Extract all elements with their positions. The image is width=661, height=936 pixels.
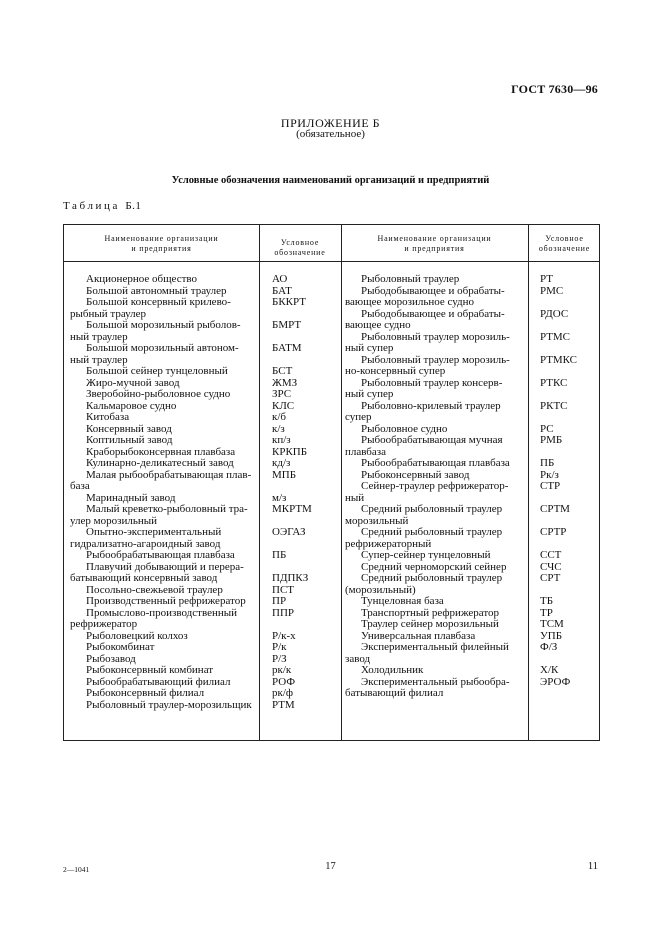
organization-abbreviation: РТКС bbox=[540, 376, 568, 389]
table-row bbox=[70, 642, 332, 654]
organization-name: рыбный траулер bbox=[70, 307, 147, 320]
table-row bbox=[70, 596, 332, 608]
document-title: Условные обозначения наименований организаций и предприятий bbox=[171, 175, 490, 186]
organization-name: Посольно-свежьевой траулер bbox=[86, 583, 223, 596]
organization-abbreviation: ПР bbox=[272, 595, 287, 607]
organization-name: Траулер сейнер морозильный bbox=[361, 618, 499, 630]
table-row bbox=[345, 320, 595, 332]
organization-abbreviation: РС bbox=[540, 422, 554, 435]
table-row bbox=[70, 343, 332, 355]
organization-name: Рыболовный траулер морозиль- bbox=[361, 353, 510, 366]
table-row bbox=[70, 700, 332, 712]
organization-abbreviation: к/з bbox=[272, 422, 285, 435]
organization-name: Промыслово-производственный bbox=[86, 606, 238, 619]
table-row bbox=[70, 688, 332, 700]
organization-abbreviation: РМБ bbox=[540, 434, 563, 446]
organization-name: Малая рыбообрабатывающая плав- bbox=[86, 468, 252, 481]
organization-name: Тунцеловная база bbox=[361, 595, 444, 607]
organization-name: морозильный bbox=[345, 514, 409, 527]
table-row bbox=[345, 274, 595, 286]
organization-abbreviation: Р/к-х bbox=[272, 629, 296, 642]
organization-name: Большой автономный траулер bbox=[86, 284, 227, 297]
organization-name: ный супер bbox=[345, 342, 394, 354]
organization-name: Холодильник bbox=[361, 664, 424, 676]
organization-abbreviation: ТБ bbox=[540, 595, 554, 607]
organization-abbreviation: РТМ bbox=[272, 698, 295, 711]
table-label bbox=[63, 200, 141, 212]
table-row bbox=[345, 481, 595, 493]
table-row bbox=[70, 619, 332, 631]
organization-name: Рыболовный траулер bbox=[361, 273, 460, 285]
table-row bbox=[70, 527, 332, 539]
header-abbr-left: Условное обозначение bbox=[274, 238, 326, 257]
organization-name: Рыбодобывающее и обрабаты- bbox=[361, 307, 505, 320]
footer-sheet-number: 11 bbox=[587, 861, 598, 872]
organization-abbreviation: Р/З bbox=[272, 652, 287, 665]
table-row bbox=[70, 320, 332, 332]
table-row bbox=[345, 435, 595, 447]
organization-name: Рыбоконсервный филиал bbox=[86, 687, 205, 699]
table-row bbox=[345, 504, 595, 516]
table-row bbox=[70, 297, 332, 309]
organization-name: Сейнер-траулер рефрижератор- bbox=[361, 480, 509, 492]
organization-abbreviation: кд/з bbox=[272, 457, 291, 469]
organization-name: ный bbox=[345, 491, 365, 504]
appendix-title: ПРИЛОЖЕНИЕ Б bbox=[280, 116, 381, 130]
organization-name: Средний черноморский сейнер bbox=[361, 560, 507, 573]
table-row bbox=[345, 389, 595, 401]
organization-abbreviation: БМРТ bbox=[272, 319, 302, 331]
organization-abbreviation: МПБ bbox=[272, 468, 297, 481]
organization-abbreviation: ПСТ bbox=[272, 583, 294, 596]
organization-name: Рыбообрабатывающая плавбаза bbox=[361, 457, 510, 469]
organization-name: Китобаза bbox=[86, 411, 130, 423]
organization-name: Жиро-мучной завод bbox=[86, 376, 180, 389]
organization-name: Кулинарно-деликатесный завод bbox=[86, 457, 234, 469]
organization-name: Большой консервный крилево- bbox=[86, 296, 231, 308]
organization-name: вающее судно bbox=[345, 319, 411, 331]
organization-abbreviation: УПБ bbox=[540, 629, 563, 642]
organization-abbreviation: СРТМ bbox=[540, 503, 570, 515]
organization-abbreviation: к/б bbox=[272, 411, 286, 423]
organization-abbreviation: МКРТМ bbox=[272, 503, 312, 515]
organization-name: улер морозильный bbox=[70, 514, 158, 527]
table-row bbox=[345, 343, 595, 355]
table-row bbox=[70, 412, 332, 424]
table-row bbox=[70, 481, 332, 493]
organization-name: ный траулер bbox=[70, 330, 128, 343]
organization-abbreviation: Ф/З bbox=[540, 641, 558, 653]
organization-name: Рыбообрабатывающий филиал bbox=[86, 675, 231, 688]
table-row bbox=[70, 504, 332, 516]
organization-name: Консервный завод bbox=[86, 422, 172, 435]
organization-name: вающее морозильное судно bbox=[345, 296, 475, 308]
organization-name: но-консервный супер bbox=[345, 365, 446, 377]
organization-name: Коптильный завод bbox=[86, 434, 173, 446]
organization-abbreviation: рк/ф bbox=[272, 687, 294, 699]
organization-abbreviation: РОФ bbox=[272, 675, 296, 688]
organization-name: Рыболовный траулер консерв- bbox=[361, 376, 503, 389]
table-row bbox=[345, 642, 595, 654]
table-row bbox=[345, 527, 595, 539]
organization-name: Крaборыбоконсервная плавбаза bbox=[86, 445, 236, 458]
organization-name: Экспериментальный рыбообра- bbox=[361, 675, 510, 688]
organization-name: завод bbox=[345, 652, 371, 665]
organization-abbreviation: ТР bbox=[540, 606, 553, 619]
organization-abbreviation: ЗРС bbox=[272, 388, 292, 400]
organization-name: ный супер bbox=[345, 388, 394, 400]
organization-name: Рыбообрабатывающая мучная bbox=[361, 434, 503, 446]
organization-name: Акционерное общество bbox=[86, 273, 198, 285]
table-label-word: Таблица bbox=[63, 200, 120, 212]
organization-abbreviation: СРТР bbox=[540, 526, 567, 538]
organization-abbreviation: РКТС bbox=[540, 399, 568, 412]
organization-name: Рыболовное судно bbox=[361, 422, 448, 435]
table-row bbox=[70, 665, 332, 677]
organization-name: Рыбообрабатывающая плавбаза bbox=[86, 549, 235, 561]
footer-print-code: 2—1041 bbox=[63, 865, 90, 874]
table-row bbox=[345, 688, 595, 700]
organization-abbreviation: КЛС bbox=[272, 399, 295, 412]
organization-abbreviation: РДОС bbox=[540, 307, 569, 320]
table-row bbox=[345, 573, 595, 585]
left-column-rows bbox=[70, 274, 332, 711]
table-row bbox=[70, 274, 332, 286]
table-label-number: Б.1 bbox=[125, 200, 142, 212]
table-row bbox=[70, 573, 332, 585]
organization-abbreviation: ППР bbox=[272, 606, 295, 619]
organization-abbreviation: БАТМ bbox=[272, 342, 302, 354]
organization-name: рефрижераторный bbox=[345, 537, 432, 550]
organization-name: Средний рыболовный траулер bbox=[361, 503, 503, 515]
organization-abbreviation: ПБ bbox=[540, 457, 555, 469]
organization-abbreviation: РТМКС bbox=[540, 353, 578, 366]
organization-name: Рыболовный траулер-морозильщик bbox=[86, 698, 252, 711]
organization-name: (морозильный) bbox=[345, 583, 416, 596]
header-name-left: Наименование организации и предприятия bbox=[104, 234, 219, 253]
organization-abbreviation: Р/к bbox=[272, 641, 287, 653]
column-divider bbox=[341, 225, 342, 740]
organization-name: Зверобойно-рыболовное судно bbox=[86, 388, 231, 400]
organization-abbreviation: ПДПКЗ bbox=[272, 572, 309, 584]
organization-name: Рыболовецкий колхоз bbox=[86, 629, 188, 642]
organization-abbreviation: рк/к bbox=[272, 664, 292, 676]
organization-abbreviation: КРКПБ bbox=[272, 445, 308, 458]
organization-name: гидрализатно-агароидный завод bbox=[70, 537, 221, 550]
organization-abbreviation: ОЭГАЗ bbox=[272, 526, 306, 538]
organization-abbreviation: АО bbox=[272, 273, 288, 285]
organization-name: Большой морозильный рыболов- bbox=[86, 319, 241, 331]
header-divider bbox=[64, 261, 599, 262]
organization-name: супер bbox=[345, 411, 372, 423]
organization-abbreviation: ЖМЗ bbox=[272, 376, 298, 389]
organization-name: плавбаза bbox=[345, 445, 387, 458]
appendix-subtitle: (обязательное) bbox=[296, 128, 365, 140]
right-column-rows bbox=[345, 274, 595, 700]
organization-name: Супер-сейнер тунцеловный bbox=[361, 549, 491, 561]
table-row bbox=[345, 366, 595, 378]
footer-page-number: 17 bbox=[325, 861, 336, 872]
organization-name: Рыбозавод bbox=[86, 652, 136, 665]
organization-abbreviation: СРТ bbox=[540, 572, 561, 584]
table-row bbox=[70, 458, 332, 470]
table-row bbox=[345, 619, 595, 631]
organization-abbreviation: БАТ bbox=[272, 284, 292, 297]
organization-name: рефрижератор bbox=[70, 618, 138, 630]
organization-name: батывающий филиал bbox=[345, 687, 444, 699]
table-row bbox=[345, 297, 595, 309]
organization-abbreviation: кп/з bbox=[272, 434, 291, 446]
organization-abbreviation: СЧС bbox=[540, 560, 562, 573]
organization-abbreviation: БККРТ bbox=[272, 296, 306, 308]
organization-name: Опытно-экспериментальный bbox=[86, 526, 222, 538]
table-row bbox=[70, 470, 332, 482]
organization-name: Большой сейнер тунцеловный bbox=[86, 365, 228, 377]
table-row bbox=[70, 389, 332, 401]
organization-name: Маринадный завод bbox=[86, 491, 176, 504]
organization-abbreviation: СТР bbox=[540, 480, 561, 492]
table-row bbox=[345, 550, 595, 562]
organization-abbreviation: БСТ bbox=[272, 365, 293, 377]
organization-name: база bbox=[70, 480, 90, 492]
organization-abbreviation: ПБ bbox=[272, 549, 287, 561]
organization-name: Рыбодобывающее и обрабаты- bbox=[361, 284, 505, 297]
header-name-right: Наименование организации и предприятия bbox=[377, 234, 492, 253]
organization-name: Экспериментальный филейный bbox=[361, 641, 509, 653]
organization-name: Рыболовно-крилевый траулер bbox=[361, 399, 501, 412]
document-code: ГОСТ 7630—96 bbox=[511, 82, 598, 96]
table-row bbox=[345, 412, 595, 424]
table-row bbox=[70, 435, 332, 447]
table-row bbox=[345, 458, 595, 470]
organization-abbreviation: РМС bbox=[540, 284, 564, 297]
organization-name: Средний рыболовный траулер bbox=[361, 526, 503, 538]
organization-name: Большой морозильный автоном- bbox=[86, 342, 239, 354]
organization-name: Производственный рефрижератор bbox=[86, 595, 246, 607]
organization-name: Транспортный рефрижератор bbox=[361, 606, 500, 619]
organization-abbreviation: РТ bbox=[540, 273, 553, 285]
organization-abbreviation: Х/К bbox=[540, 664, 559, 676]
organization-name: Средний рыболовный траулер bbox=[361, 572, 503, 584]
organization-name: Малый креветко-рыболовный тра- bbox=[86, 503, 248, 515]
table-row bbox=[70, 550, 332, 562]
organization-name: Рыбоконсервный комбинат bbox=[86, 664, 214, 676]
organization-name: ный траулер bbox=[70, 353, 128, 366]
organization-abbreviation: ТСМ bbox=[540, 618, 564, 630]
header-abbr-right: Условное обозначение bbox=[538, 234, 591, 253]
table-row bbox=[345, 596, 595, 608]
organization-name: Рыбокомбинат bbox=[86, 641, 155, 653]
organization-abbreviation: ССТ bbox=[540, 549, 562, 561]
organization-abbreviation: ЭРОФ bbox=[540, 675, 571, 688]
organization-name: Рыбоконсервный завод bbox=[361, 468, 470, 481]
table-row bbox=[345, 401, 595, 413]
organization-name: Плавучий добывающий и перера- bbox=[86, 560, 244, 573]
organization-name: батывающий консервный завод bbox=[70, 572, 218, 584]
organization-name: Рыболовный траулер морозиль- bbox=[361, 330, 510, 343]
organization-name: Кальмаровое судно bbox=[86, 399, 177, 412]
organization-name: Универсальная плавбаза bbox=[361, 629, 476, 642]
table-row bbox=[345, 665, 595, 677]
organization-abbreviation: РТМС bbox=[540, 330, 570, 343]
table-row bbox=[70, 366, 332, 378]
organization-abbreviation: м/з bbox=[272, 491, 287, 504]
organization-abbreviation: Рк/з bbox=[540, 468, 559, 481]
